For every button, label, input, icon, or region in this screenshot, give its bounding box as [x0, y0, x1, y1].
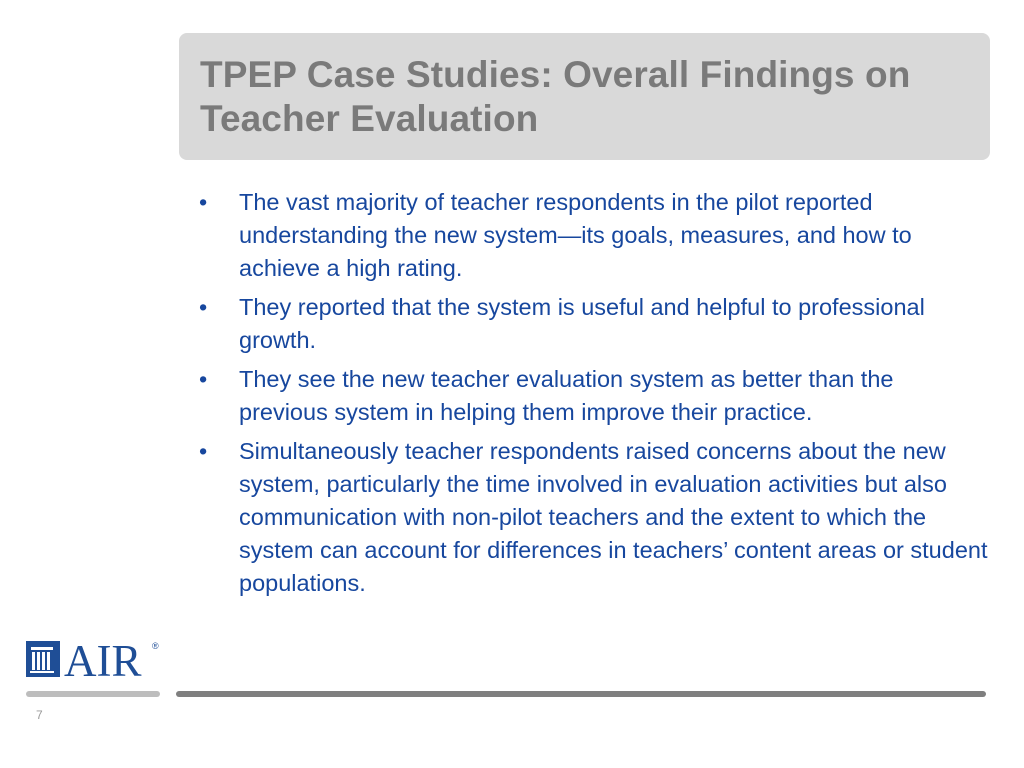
- page-number: 7: [36, 708, 43, 722]
- slide-title: TPEP Case Studies: Overall Findings on Teacher Evaluation: [200, 54, 911, 139]
- building-columns-icon: [26, 641, 60, 677]
- bullet-item: [198, 363, 988, 429]
- bullet-marker: •: [199, 366, 208, 392]
- bullet-item: [198, 291, 988, 357]
- bullet-marker: •: [199, 294, 208, 320]
- bullet-item: [198, 435, 988, 600]
- bullet-marker: •: [199, 438, 208, 464]
- footer-rule-right: [176, 691, 986, 697]
- air-logo: [26, 631, 160, 681]
- bullet-text: Simultaneously teacher respondents raised concerns about the new system, particularly the time involved in evaluation activities but also communication with non-pilot teachers and the extent to which the system can account for differences in teachers’ content areas or student populations.: [239, 438, 988, 596]
- bullet-marker: •: [199, 189, 208, 215]
- registered-mark: ®: [152, 641, 159, 651]
- logo-wordmark: AIR: [64, 636, 142, 681]
- bullet-text: They see the new teacher evaluation system as better than the previous system in helping them improve their practice.: [239, 366, 894, 425]
- bullet-text: The vast majority of teacher respondents in the pilot reported understanding the new system—its goals, measures, and how to achieve a high rating.: [239, 189, 912, 281]
- footer-rule-left: [26, 691, 160, 697]
- bullet-text: They reported that the system is useful and helpful to professional growth.: [239, 294, 925, 353]
- bullet-list: [198, 186, 988, 606]
- bullet-item: [198, 186, 988, 285]
- title-banner: [179, 33, 990, 160]
